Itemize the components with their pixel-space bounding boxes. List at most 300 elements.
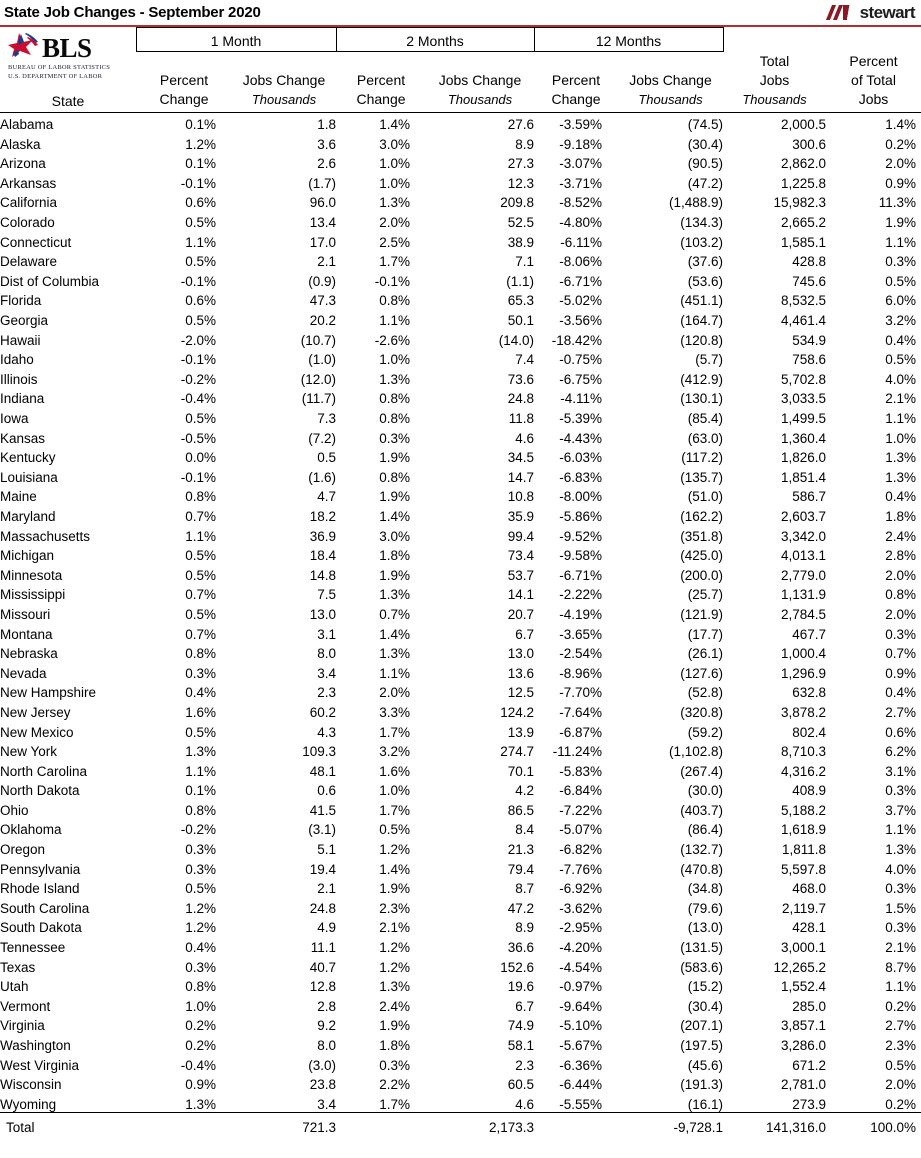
cell-total-jobs: 2,119.7 <box>781 900 826 916</box>
cell-jobs-change-2m: 209.8 <box>500 195 534 211</box>
cell-jobs-change-2m: 38.9 <box>507 234 534 250</box>
cell-percent-change-1m: 0.1% <box>185 156 216 172</box>
cell-state-name: Wisconsin <box>0 1077 62 1093</box>
group-header-row <box>0 28 921 52</box>
cell-jobs-change-2m: 52.5 <box>507 215 534 231</box>
cell-jobs-change-2m: 6.7 <box>515 998 534 1014</box>
table-row <box>0 681 921 701</box>
label-line-2: Thousands <box>638 91 703 107</box>
cell-percent-change-12m: -5.10% <box>559 1018 602 1034</box>
cell-total-jobs: 1,811.8 <box>781 842 826 858</box>
table-row <box>0 426 921 446</box>
cell-percent-change-2m: 1.0% <box>379 783 410 799</box>
cell-percent-change-12m: -5.55% <box>559 1096 602 1112</box>
cell-percent-change-2m: 0.7% <box>379 606 410 622</box>
cell-jobs-change-12m: (86.4) <box>687 822 723 838</box>
cell-jobs-change-2m: 99.4 <box>507 528 534 544</box>
cell-percent-of-total-jobs: 8.7% <box>885 959 916 975</box>
label-line-1: Jobs Change <box>629 71 712 88</box>
cell-percent-change-1m: 1.1% <box>185 528 216 544</box>
cell-percent-of-total-jobs: 100.0% <box>826 1112 921 1135</box>
cell-jobs-change-2m: 2.3 <box>515 1057 534 1073</box>
table-row <box>0 504 921 524</box>
cell-jobs-change-2m: 27.3 <box>507 156 534 172</box>
cell-percent-change-12m: -2.95% <box>559 920 602 936</box>
cell-percent-change-12m: -6.83% <box>559 469 602 485</box>
cell-state-name: Massachusetts <box>0 528 91 544</box>
cell-percent-of-total-jobs: 0.9% <box>885 665 916 681</box>
cell-total-jobs: 2,779.0 <box>780 567 826 583</box>
cell-percent-change-12m: -8.52% <box>559 195 602 211</box>
cell-percent-of-total-jobs: 1.8% <box>885 508 916 524</box>
table-row <box>0 210 921 230</box>
cell-percent-change-12m: -8.96% <box>559 665 602 681</box>
cell-jobs-change-1m: 0.5 <box>317 450 336 466</box>
cell-jobs-change-1m: 23.8 <box>309 1077 336 1093</box>
cell-percent-change-1m: 1.2% <box>185 920 216 936</box>
cell-total-jobs: 1,225.8 <box>780 175 826 191</box>
table-row <box>0 524 921 544</box>
cell-jobs-change-2m: 8.9 <box>515 920 534 936</box>
cell-percent-of-total-jobs: 3.7% <box>885 802 916 818</box>
cell-jobs-change-12m: (90.5) <box>687 156 723 172</box>
cell-jobs-change-12m: (200.0) <box>680 567 723 583</box>
bls-caption-line1: BUREAU OF LABOR STATISTICS <box>8 64 111 71</box>
cell-jobs-change-1m: (1.7) <box>308 175 336 191</box>
cell-percent-change-2m: 1.8% <box>379 548 410 564</box>
cell-state-name: Michigan <box>0 548 55 564</box>
table-row <box>0 602 921 622</box>
cell-jobs-change-2m: 13.9 <box>507 724 534 740</box>
cell-jobs-change-12m: (74.5) <box>687 117 723 133</box>
cell-jobs-change-1m: 2.3 <box>317 685 336 701</box>
cell-percent-change-2m: 2.1% <box>379 920 410 936</box>
cell-total-jobs: 1,131.9 <box>780 587 826 603</box>
cell-percent-change-1m: -0.1% <box>180 469 216 485</box>
label-line-2: Change <box>356 90 406 107</box>
cell-percent-change-2m: 1.0% <box>379 352 410 368</box>
cell-total-jobs: 745.6 <box>792 273 826 289</box>
cell-percent-change-1m: 1.3% <box>185 744 216 760</box>
cell-percent-change-2m: 1.3% <box>379 371 410 387</box>
cell-percent-change-2m: 1.3% <box>379 979 410 995</box>
cell-jobs-change-12m: (127.6) <box>680 665 723 681</box>
cell-percent-of-total-jobs: 1.0% <box>885 430 916 446</box>
cell-jobs-change-1m: 96.0 <box>309 195 336 211</box>
cell-percent-of-total-jobs: 1.3% <box>885 450 916 466</box>
cell-jobs-change-2m: 7.4 <box>515 352 534 368</box>
table-row <box>0 250 921 270</box>
cell-percent-change-1m: 1.0% <box>185 998 216 1014</box>
label-line-3: Thousands <box>742 91 807 107</box>
cell-jobs-change-12m: (47.2) <box>687 175 723 191</box>
bls-caption-line2: U.S. DEPARTMENT OF LABOR <box>8 72 103 80</box>
cell-jobs-change-2m: 21.3 <box>507 842 534 858</box>
cell-percent-change-1m <box>136 1112 232 1135</box>
cell-jobs-change-12m: (164.7) <box>680 313 723 329</box>
cell-total-jobs: 2,784.5 <box>780 606 826 622</box>
cell-percent-of-total-jobs: 0.3% <box>885 920 916 936</box>
cell-percent-of-total-jobs: 3.2% <box>885 313 916 329</box>
cell-state-name: Pennsylvania <box>0 861 81 877</box>
cell-jobs-change-2m: 74.9 <box>507 1018 534 1034</box>
cell-percent-change-1m: 1.3% <box>185 1096 216 1112</box>
cell-total-jobs: 1,851.4 <box>780 469 826 485</box>
cell-percent-change-12m: -5.86% <box>559 508 602 524</box>
cell-total-jobs: 15,982.3 <box>773 195 826 211</box>
cell-jobs-change-12m: (103.2) <box>680 234 723 250</box>
table-row <box>0 387 921 407</box>
cell-total-jobs: 12,265.2 <box>773 959 826 975</box>
cell-jobs-change-1m: (12.0) <box>300 371 336 387</box>
cell-total-jobs: 300.6 <box>792 136 826 152</box>
cell-percent-change-12m: -9.58% <box>559 548 602 564</box>
cell-total-jobs: 4,461.4 <box>780 313 826 329</box>
cell-percent-of-total-jobs: 1.4% <box>885 117 916 133</box>
cell-jobs-change-12m: (134.3) <box>680 215 723 231</box>
cell-state-name: Total <box>0 1112 136 1135</box>
cell-jobs-change-1m: 3.4 <box>317 665 336 681</box>
column-header-jobs-change-1m <box>232 52 336 109</box>
cell-jobs-change-1m: 48.1 <box>309 763 336 779</box>
bls-star-icon <box>6 31 40 66</box>
cell-state-name: Arizona <box>0 156 46 172</box>
cell-percent-change-12m: -6.92% <box>559 881 602 897</box>
cell-percent-change-1m: -0.5% <box>180 430 216 446</box>
cell-percent-change-2m: 1.1% <box>379 313 410 329</box>
cell-total-jobs: 2,665.2 <box>780 215 826 231</box>
cell-state-name: Montana <box>0 626 53 642</box>
cell-percent-change-12m: -5.83% <box>559 763 602 779</box>
label-line-2: of Total <box>851 71 896 88</box>
cell-state-name: Alabama <box>0 117 54 133</box>
cell-jobs-change-2m: 6.7 <box>515 626 534 642</box>
table-row <box>0 837 921 857</box>
table-row <box>0 759 921 779</box>
cell-percent-of-total-jobs: 2.0% <box>885 567 916 583</box>
cell-percent-change-12m: -0.75% <box>559 352 602 368</box>
cell-state-name: Arkansas <box>0 175 57 191</box>
cell-jobs-change-12m: (59.2) <box>687 724 723 740</box>
cell-jobs-change-1m: 36.9 <box>309 528 336 544</box>
slashes-logo-icon <box>829 5 859 20</box>
cell-state-name: Dist of Columbia <box>0 273 100 289</box>
group-header-2-months: 2 Months <box>336 28 534 52</box>
column-header-row <box>0 52 921 109</box>
cell-jobs-change-12m: (30.0) <box>687 783 723 799</box>
cell-jobs-change-1m: 60.2 <box>309 704 336 720</box>
label-line-2: Change <box>551 90 601 107</box>
cell-percent-change-1m: 0.7% <box>185 508 216 524</box>
cell-jobs-change-2m: 124.2 <box>500 704 534 720</box>
cell-percent-change-1m: -0.4% <box>180 1057 216 1073</box>
cell-percent-of-total-jobs: 0.4% <box>885 332 916 348</box>
cell-total-jobs: 3,857.1 <box>780 1018 826 1034</box>
cell-state-name: Oklahoma <box>0 822 62 838</box>
cell-state-name: Colorado <box>0 215 55 231</box>
cell-jobs-change-1m: 3.1 <box>317 626 336 642</box>
cell-jobs-change-1m: (10.7) <box>300 332 336 348</box>
cell-percent-of-total-jobs: 4.0% <box>885 861 916 877</box>
cell-jobs-change-2m: 34.5 <box>507 450 534 466</box>
cell-jobs-change-12m: (1,102.8) <box>668 744 723 760</box>
cell-state-name: Virginia <box>0 1018 45 1034</box>
cell-percent-change-1m: -0.1% <box>180 175 216 191</box>
cell-jobs-change-1m: 8.0 <box>317 1038 336 1053</box>
label-line-2: Thousands <box>447 91 513 107</box>
label-line-3: Jobs <box>858 90 889 107</box>
cell-percent-change-1m: 0.7% <box>185 587 216 603</box>
cell-percent-change-12m: -7.64% <box>559 704 602 720</box>
cell-jobs-change-2m: 73.4 <box>507 548 534 564</box>
bls-logo <box>6 32 126 82</box>
cell-state-name: Rhode Island <box>0 881 80 897</box>
cell-percent-change-1m: 0.3% <box>185 861 216 877</box>
table-row <box>0 446 921 466</box>
cell-percent-change-12m: -6.03% <box>559 450 602 466</box>
cell-percent-change-1m: 0.0% <box>185 450 216 466</box>
cell-percent-change-2m: 1.6% <box>379 763 410 779</box>
cell-percent-of-total-jobs: 0.5% <box>885 352 916 368</box>
cell-jobs-change-2m: 86.5 <box>507 802 534 818</box>
cell-percent-change-1m: 0.5% <box>185 313 216 329</box>
cell-jobs-change-1m: 3.6 <box>317 136 336 152</box>
table-row <box>0 622 921 642</box>
cell-percent-change-2m: 1.9% <box>379 567 410 583</box>
cell-total-jobs: 2,781.0 <box>780 1077 826 1093</box>
cell-percent-of-total-jobs: 1.3% <box>885 842 916 858</box>
cell-jobs-change-12m: (25.7) <box>687 587 723 603</box>
cell-jobs-change-2m: 70.1 <box>507 763 534 779</box>
cell-jobs-change-1m: 4.3 <box>317 724 336 740</box>
cell-jobs-change-2m: 35.9 <box>507 508 534 524</box>
cell-percent-change-2m <box>336 1112 426 1135</box>
table-row <box>0 700 921 720</box>
table-row <box>0 857 921 877</box>
cell-jobs-change-2m: 19.6 <box>507 979 534 995</box>
cell-jobs-change-12m: (451.1) <box>680 293 723 309</box>
cell-state-name: Idaho <box>0 352 34 368</box>
table-row <box>0 818 921 838</box>
cell-jobs-change-12m: (191.3) <box>680 1077 723 1093</box>
cell-percent-change-1m: 0.5% <box>185 254 216 270</box>
cell-percent-of-total-jobs: 2.3% <box>885 1038 916 1053</box>
cell-state-name: New Hampshire <box>0 685 97 701</box>
table-row <box>0 308 921 328</box>
column-header-percent-change-1m <box>136 52 232 109</box>
cell-percent-change-12m: -0.97% <box>559 979 602 995</box>
cell-state-name: Iowa <box>0 411 29 426</box>
table-row <box>0 720 921 740</box>
cell-percent-change-1m: -0.2% <box>180 822 216 838</box>
cell-percent-of-total-jobs: 0.6% <box>885 724 916 740</box>
cell-percent-change-2m: 1.9% <box>379 450 410 466</box>
table-row <box>0 152 921 172</box>
cell-state-name: North Dakota <box>0 783 80 799</box>
cell-percent-of-total-jobs: 2.7% <box>885 704 916 720</box>
cell-jobs-change-12m: (131.5) <box>680 940 723 956</box>
cell-percent-change-12m: -3.59% <box>559 117 602 133</box>
cell-percent-change-12m: -4.20% <box>559 940 602 956</box>
cell-percent-change-12m: -3.62% <box>559 900 602 916</box>
cell-jobs-change-12m: (79.6) <box>687 900 723 916</box>
table-row <box>0 367 921 387</box>
cell-jobs-change-12m: (117.2) <box>681 450 723 466</box>
cell-state-name: Illinois <box>0 371 38 387</box>
cell-jobs-change-12m: (26.1) <box>687 646 723 662</box>
table-row <box>0 289 921 309</box>
cell-total-jobs: 428.1 <box>792 920 826 936</box>
cell-percent-of-total-jobs: 11.3% <box>878 195 916 211</box>
cell-percent-of-total-jobs: 2.7% <box>885 1018 916 1034</box>
cell-jobs-change-1m: 47.3 <box>309 293 336 309</box>
cell-jobs-change-2m: 12.3 <box>507 175 534 191</box>
cell-total-jobs: 758.6 <box>792 352 826 368</box>
cell-jobs-change-1m: (1.6) <box>308 469 336 485</box>
cell-jobs-change-12m: (583.6) <box>680 959 723 975</box>
cell-jobs-change-12m: (51.0) <box>687 489 723 505</box>
cell-jobs-change-2m: 27.6 <box>507 117 534 133</box>
cell-jobs-change-12m: (5.7) <box>695 352 723 368</box>
cell-jobs-change-2m: 20.7 <box>507 606 534 622</box>
cell-percent-change-12m: -6.71% <box>559 273 602 289</box>
cell-percent-of-total-jobs: 0.3% <box>885 626 916 642</box>
cell-jobs-change-2m: 14.7 <box>507 469 534 485</box>
cell-total-jobs: 632.8 <box>792 685 826 701</box>
cell-percent-change-12m <box>534 1112 618 1135</box>
cell-total-jobs: 3,033.5 <box>780 391 826 407</box>
table-row <box>0 485 921 505</box>
label-line-1: Percent <box>849 52 898 69</box>
cell-total-jobs: 467.7 <box>792 626 826 642</box>
cell-jobs-change-1m: (11.7) <box>301 391 336 407</box>
cell-jobs-change-12m: (403.7) <box>680 802 723 818</box>
cell-percent-of-total-jobs: 0.9% <box>885 175 916 191</box>
table-row <box>0 1053 921 1073</box>
cell-percent-of-total-jobs: 2.0% <box>885 156 916 172</box>
table-row <box>0 112 921 132</box>
cell-percent-change-12m: -5.07% <box>559 822 602 838</box>
cell-jobs-change-1m: 14.8 <box>309 567 336 583</box>
cell-state-name: Ohio <box>0 802 29 818</box>
label-line-2: Thousands <box>251 91 317 107</box>
cell-total-jobs: 1,585.1 <box>780 234 826 250</box>
cell-percent-change-2m: 1.8% <box>379 1038 410 1053</box>
cell-percent-change-2m: 3.3% <box>379 704 410 720</box>
cell-percent-change-1m: 0.3% <box>185 842 216 858</box>
cell-total-jobs: 4,013.1 <box>780 548 826 564</box>
cell-percent-of-total-jobs: 1.1% <box>885 411 916 426</box>
cell-percent-change-1m: -2.0% <box>180 332 216 348</box>
cell-jobs-change-2m: 8.4 <box>515 822 534 838</box>
table-row <box>0 798 921 818</box>
cell-jobs-change-1m: 4.7 <box>317 489 336 505</box>
table-total-row <box>0 1112 921 1135</box>
cell-jobs-change-1m: 24.8 <box>309 900 336 916</box>
cell-percent-change-2m: 1.0% <box>379 156 410 172</box>
label-line-1: Percent <box>356 71 406 88</box>
cell-percent-change-1m: 1.1% <box>185 763 216 779</box>
cell-state-name: Missouri <box>0 606 51 622</box>
cell-percent-change-2m: 1.3% <box>379 587 410 603</box>
cell-percent-change-1m: -0.4% <box>180 391 216 407</box>
table-row <box>0 348 921 368</box>
cell-state-name: New Jersey <box>0 704 71 720</box>
cell-percent-of-total-jobs: 1.3% <box>885 469 916 485</box>
cell-jobs-change-1m: (1.0) <box>308 352 336 368</box>
cell-jobs-change-1m: 17.0 <box>309 234 336 250</box>
cell-jobs-change-12m: (207.1) <box>680 1018 723 1034</box>
cell-percent-change-1m: 0.8% <box>185 489 216 505</box>
cell-state-name: Maine <box>0 489 37 505</box>
cell-percent-change-1m: 0.3% <box>185 665 216 681</box>
cell-percent-of-total-jobs: 2.0% <box>885 606 916 622</box>
cell-jobs-change-1m: 5.1 <box>317 842 336 858</box>
cell-jobs-change-2m: 4.6 <box>515 430 534 446</box>
cell-total-jobs: 1,499.5 <box>780 411 826 426</box>
cell-percent-of-total-jobs: 0.7% <box>885 646 916 662</box>
cell-percent-change-1m: 0.2% <box>185 1018 216 1034</box>
cell-jobs-change-1m: 18.4 <box>309 548 336 564</box>
cell-percent-change-12m: -6.75% <box>559 371 602 387</box>
cell-jobs-change-2m: 13.6 <box>507 665 534 681</box>
cell-state-name: Kansas <box>0 430 46 446</box>
table-row <box>0 1033 921 1053</box>
cell-percent-of-total-jobs: 0.3% <box>885 783 916 799</box>
page-title: State Job Changes - September 2020 <box>4 4 261 21</box>
cell-jobs-change-12m: (15.2) <box>687 979 723 995</box>
cell-percent-of-total-jobs: 1.5% <box>885 900 916 916</box>
cell-state-name: North Carolina <box>0 763 88 779</box>
cell-percent-change-1m: 0.5% <box>185 606 216 622</box>
table-row <box>0 916 921 936</box>
column-header-percent-of-total-jobs <box>826 52 921 109</box>
cell-percent-change-12m: -6.82% <box>559 842 602 858</box>
cell-percent-change-2m: 0.3% <box>379 430 410 446</box>
cell-percent-change-1m: 0.7% <box>185 626 216 642</box>
cell-percent-change-12m: -2.22% <box>559 587 602 603</box>
cell-state-name: New York <box>0 744 58 760</box>
cell-jobs-change-12m: (412.9) <box>680 371 723 387</box>
cell-percent-change-1m: 0.5% <box>185 548 216 564</box>
cell-jobs-change-1m: 2.6 <box>317 156 336 172</box>
cell-state-name: South Carolina <box>0 900 90 916</box>
cell-percent-change-12m: -8.06% <box>559 254 602 270</box>
table-row <box>0 994 921 1014</box>
cell-percent-change-12m: -6.71% <box>559 567 602 583</box>
cell-percent-change-2m: 1.4% <box>379 861 410 877</box>
cell-percent-change-12m: -4.80% <box>559 215 602 231</box>
cell-percent-change-12m: -11.24% <box>552 744 602 760</box>
cell-percent-change-12m: -5.67% <box>559 1038 602 1053</box>
cell-percent-change-12m: -3.65% <box>559 626 602 642</box>
cell-percent-of-total-jobs: 1.1% <box>885 979 916 995</box>
cell-percent-change-12m: -6.11% <box>560 234 602 250</box>
cell-jobs-change-12m: (85.4) <box>687 411 723 426</box>
cell-jobs-change-12m: (1,488.9) <box>668 195 723 211</box>
group-header-spacer-right-2 <box>826 28 921 52</box>
cell-jobs-change-12m: (17.7) <box>687 626 723 642</box>
cell-jobs-change-2m: 7.1 <box>515 254 534 270</box>
cell-percent-of-total-jobs: 2.8% <box>885 548 916 564</box>
table-row <box>0 583 921 603</box>
cell-total-jobs: 1,000.4 <box>780 646 826 662</box>
cell-percent-change-2m: 1.9% <box>379 1018 410 1034</box>
cell-state-name: Tennessee <box>0 940 66 956</box>
cell-jobs-change-2m: 50.1 <box>507 313 534 329</box>
cell-percent-of-total-jobs: 4.0% <box>885 371 916 387</box>
cell-percent-of-total-jobs: 0.5% <box>885 1057 916 1073</box>
